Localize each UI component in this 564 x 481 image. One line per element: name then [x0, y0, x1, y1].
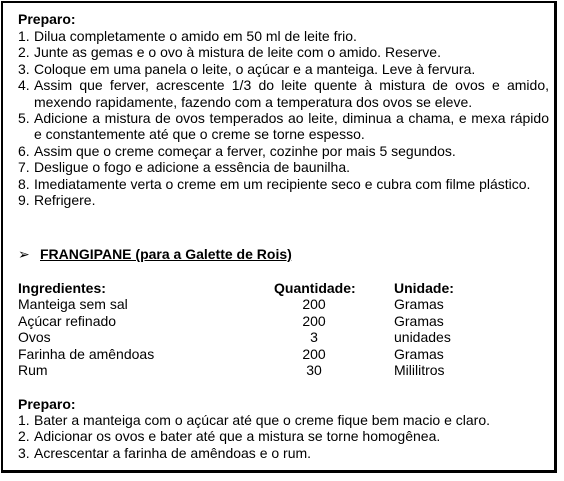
ingredients-table	[18, 280, 518, 378]
step-number: 5.	[18, 110, 30, 127]
table-row	[18, 313, 518, 329]
step-item	[18, 176, 549, 192]
step-item	[18, 110, 549, 143]
step-number: 6.	[18, 142, 30, 159]
arrow-bullet-icon: ➢	[18, 246, 30, 262]
ingredient-unit: Gramas	[394, 345, 444, 362]
step-text: Acrescentar a farinha de amêndoas e o rum.	[34, 444, 312, 461]
table-row	[18, 296, 518, 312]
preparo-steps-list	[18, 28, 549, 208]
step-number: 4.	[18, 77, 30, 94]
ingredient-unit: Gramas	[394, 312, 444, 329]
step-item	[18, 28, 549, 44]
step-item	[18, 428, 549, 444]
step-item	[18, 412, 549, 428]
ingredient-unit: Gramas	[394, 296, 444, 313]
ingredient-quantity: 200	[302, 312, 326, 329]
table-row	[18, 362, 518, 378]
ingredient-name: Ovos	[18, 329, 51, 346]
ingredient-name: Manteiga sem sal	[18, 296, 128, 313]
ingredient-unit: unidades	[394, 329, 451, 346]
step-item	[18, 159, 549, 175]
step-text: Junte as gemas e o ovo à mistura de leite com o amido. Reserve.	[34, 44, 441, 61]
ingredient-quantity: 3	[310, 329, 318, 346]
step-text: Adicionar os ovos e bater até que a mistura se torne homogênea.	[34, 428, 441, 445]
step-text: Desligue o fogo e adicione a essência de baunilha.	[34, 159, 351, 176]
step-number: 1.	[18, 412, 30, 428]
header-quantity: Quantidade:	[274, 280, 356, 296]
ingredient-name: Rum	[18, 361, 48, 378]
ingredient-quantity: 200	[302, 345, 326, 362]
step-text: Adicione a mistura de ovos temperados ao leite, diminua a chama, e mexa rápido e constantemente até que o creme se torne espesso.	[34, 110, 549, 143]
header-unit: Unidade:	[394, 280, 454, 296]
step-text: Coloque em uma panela o leite, o açúcar e a manteiga. Leve à fervura.	[34, 60, 476, 77]
table-row	[18, 329, 518, 345]
step-item	[18, 192, 549, 208]
step-number: 2.	[18, 428, 30, 445]
step-item	[18, 61, 549, 77]
step-number: 7.	[18, 159, 30, 176]
step-number: 9.	[18, 192, 30, 209]
step-number: 2.	[18, 44, 30, 61]
ingredient-name: Farinha de amêndoas	[18, 345, 155, 362]
step-item	[18, 44, 549, 60]
ingredient-name: Açúcar refinado	[18, 312, 117, 329]
step-number: 8.	[18, 175, 30, 192]
table-row	[18, 346, 518, 362]
step-text: Refrigere.	[34, 192, 96, 209]
step-number: 1.	[18, 28, 30, 44]
frangipane-title: FRANGIPANE (para a Galette de Rois)	[40, 246, 292, 262]
section-title-preparo: Preparo:	[18, 11, 76, 27]
preparo-steps-list-2	[18, 412, 549, 461]
step-text: Assim que ferver, acrescente 1/3 do leite quente à mistura de ovos e amido, mexendo rapidamente, fazendo com a temperatura dos ovos se eleve.	[34, 77, 549, 110]
section-title-preparo-2: Preparo:	[18, 396, 76, 412]
table-header-row	[18, 280, 518, 296]
step-item	[18, 77, 549, 110]
ingredient-unit: Mililitros	[394, 361, 445, 378]
step-text: Imediatamente verta o creme em um recipiente seco e cubra com filme plástico.	[34, 175, 531, 192]
step-number: 3.	[18, 444, 30, 461]
ingredient-quantity: 200	[302, 296, 326, 313]
step-text: Bater a manteiga com o açúcar até que o creme fique bem macio e claro.	[34, 412, 491, 428]
step-item	[18, 143, 549, 159]
step-text: Dilua completamente o amido em 50 ml de leite frio.	[34, 28, 357, 44]
step-item	[18, 445, 549, 461]
step-text: Assim que o creme começar a ferver, cozinhe por mais 5 segundos.	[34, 142, 456, 159]
step-number: 3.	[18, 60, 30, 77]
header-ingredients: Ingredientes:	[18, 280, 106, 296]
ingredient-quantity: 30	[306, 361, 322, 378]
frangipane-heading	[18, 246, 292, 262]
